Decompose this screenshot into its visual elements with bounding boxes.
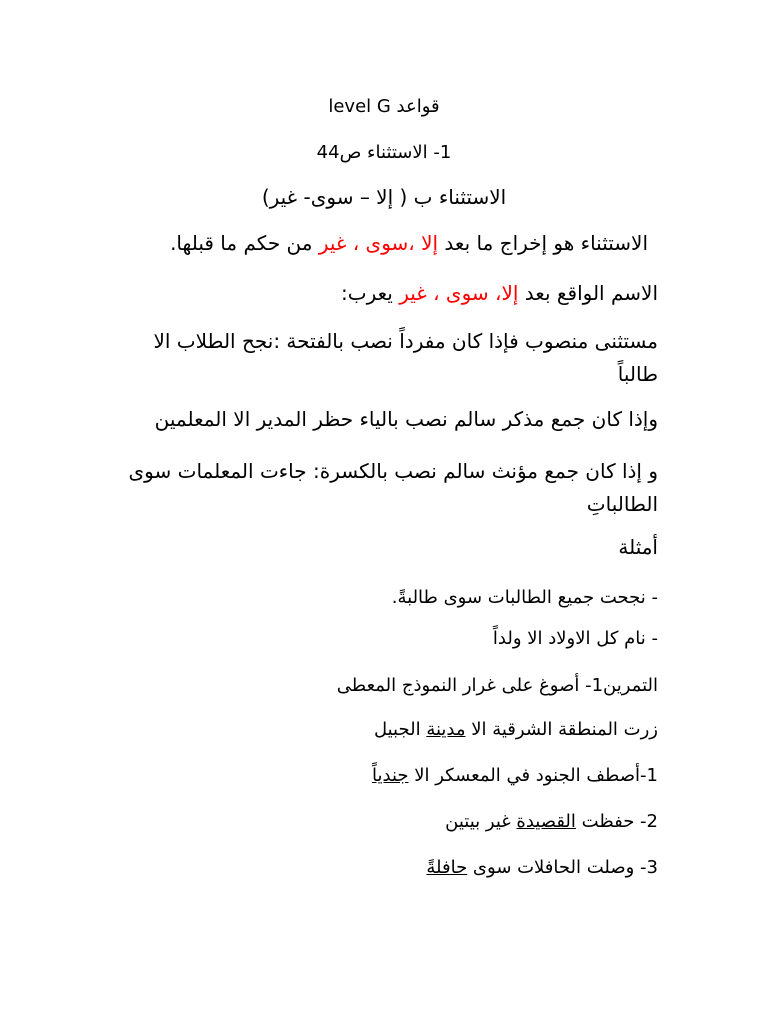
model-text-start: زرت المنطقة الشرقية الا bbox=[465, 719, 658, 740]
exercise-heading: التمرين1- أصوغ على غرار النموذج المعطى bbox=[336, 675, 658, 696]
model-underlined: مدينة bbox=[426, 719, 466, 740]
rule-highlight: إلا، سوى ، غير bbox=[399, 281, 519, 305]
q1-text-start: 1-أصطف الجنود في المعسكر الا bbox=[408, 765, 658, 786]
definition-highlight: إلا ،سوى ، غير bbox=[318, 231, 439, 255]
example-1: - نجحت جميع الطالبات سوى طالبةً. bbox=[391, 587, 658, 608]
rule-text-start: الاسم الواقع بعد bbox=[518, 281, 658, 305]
exercise-question-3 bbox=[426, 859, 658, 877]
definition-text-end: من حكم ما قبلها. bbox=[170, 231, 319, 255]
definition-text-start: الاستثناء هو إخراج ما بعد bbox=[438, 231, 648, 255]
q1-underlined: جندياً bbox=[372, 765, 409, 786]
section-heading: 1- الاستثناء ص44 bbox=[316, 142, 452, 163]
exercise-question-1 bbox=[372, 767, 658, 785]
document-title: قواعد level G bbox=[328, 96, 440, 117]
section-subtitle: الاستثناء ب ( إلا – سوى- غير) bbox=[261, 185, 507, 209]
q3-text-start: 3- وصلت الحافلات سوى bbox=[467, 857, 658, 878]
rule-line bbox=[341, 283, 658, 303]
exercise-question-2 bbox=[445, 813, 658, 831]
definition-line bbox=[170, 233, 648, 253]
model-text-end: الجبيل bbox=[373, 719, 427, 740]
q2-underlined: القصيدة bbox=[516, 811, 576, 832]
case-singular: مستثنى منصوب فإذا كان مفرداً نصب بالفتحة :نجح الطلاب الا طالباً bbox=[153, 329, 658, 386]
q3-underlined: حافلةً bbox=[426, 857, 468, 878]
rule-text-end: يعرب: bbox=[341, 281, 400, 305]
q2-text-start: 2- حفظت bbox=[575, 811, 658, 832]
case-feminine-plural: و إذا كان جمع مؤنث سالم نصب بالكسرة: جاءت المعلمات سوى الطالباتِ bbox=[128, 459, 658, 516]
exercise-model bbox=[374, 721, 658, 739]
q2-text-end: غير بيتين bbox=[445, 811, 517, 832]
example-2: - نام كل الاولاد الا ولداً bbox=[492, 628, 658, 649]
case-masculine-plural: وإذا كان جمع مذكر سالم نصب بالياء حظر المدير الا المعلمين bbox=[154, 407, 658, 431]
examples-heading: أمثلة bbox=[618, 535, 658, 559]
